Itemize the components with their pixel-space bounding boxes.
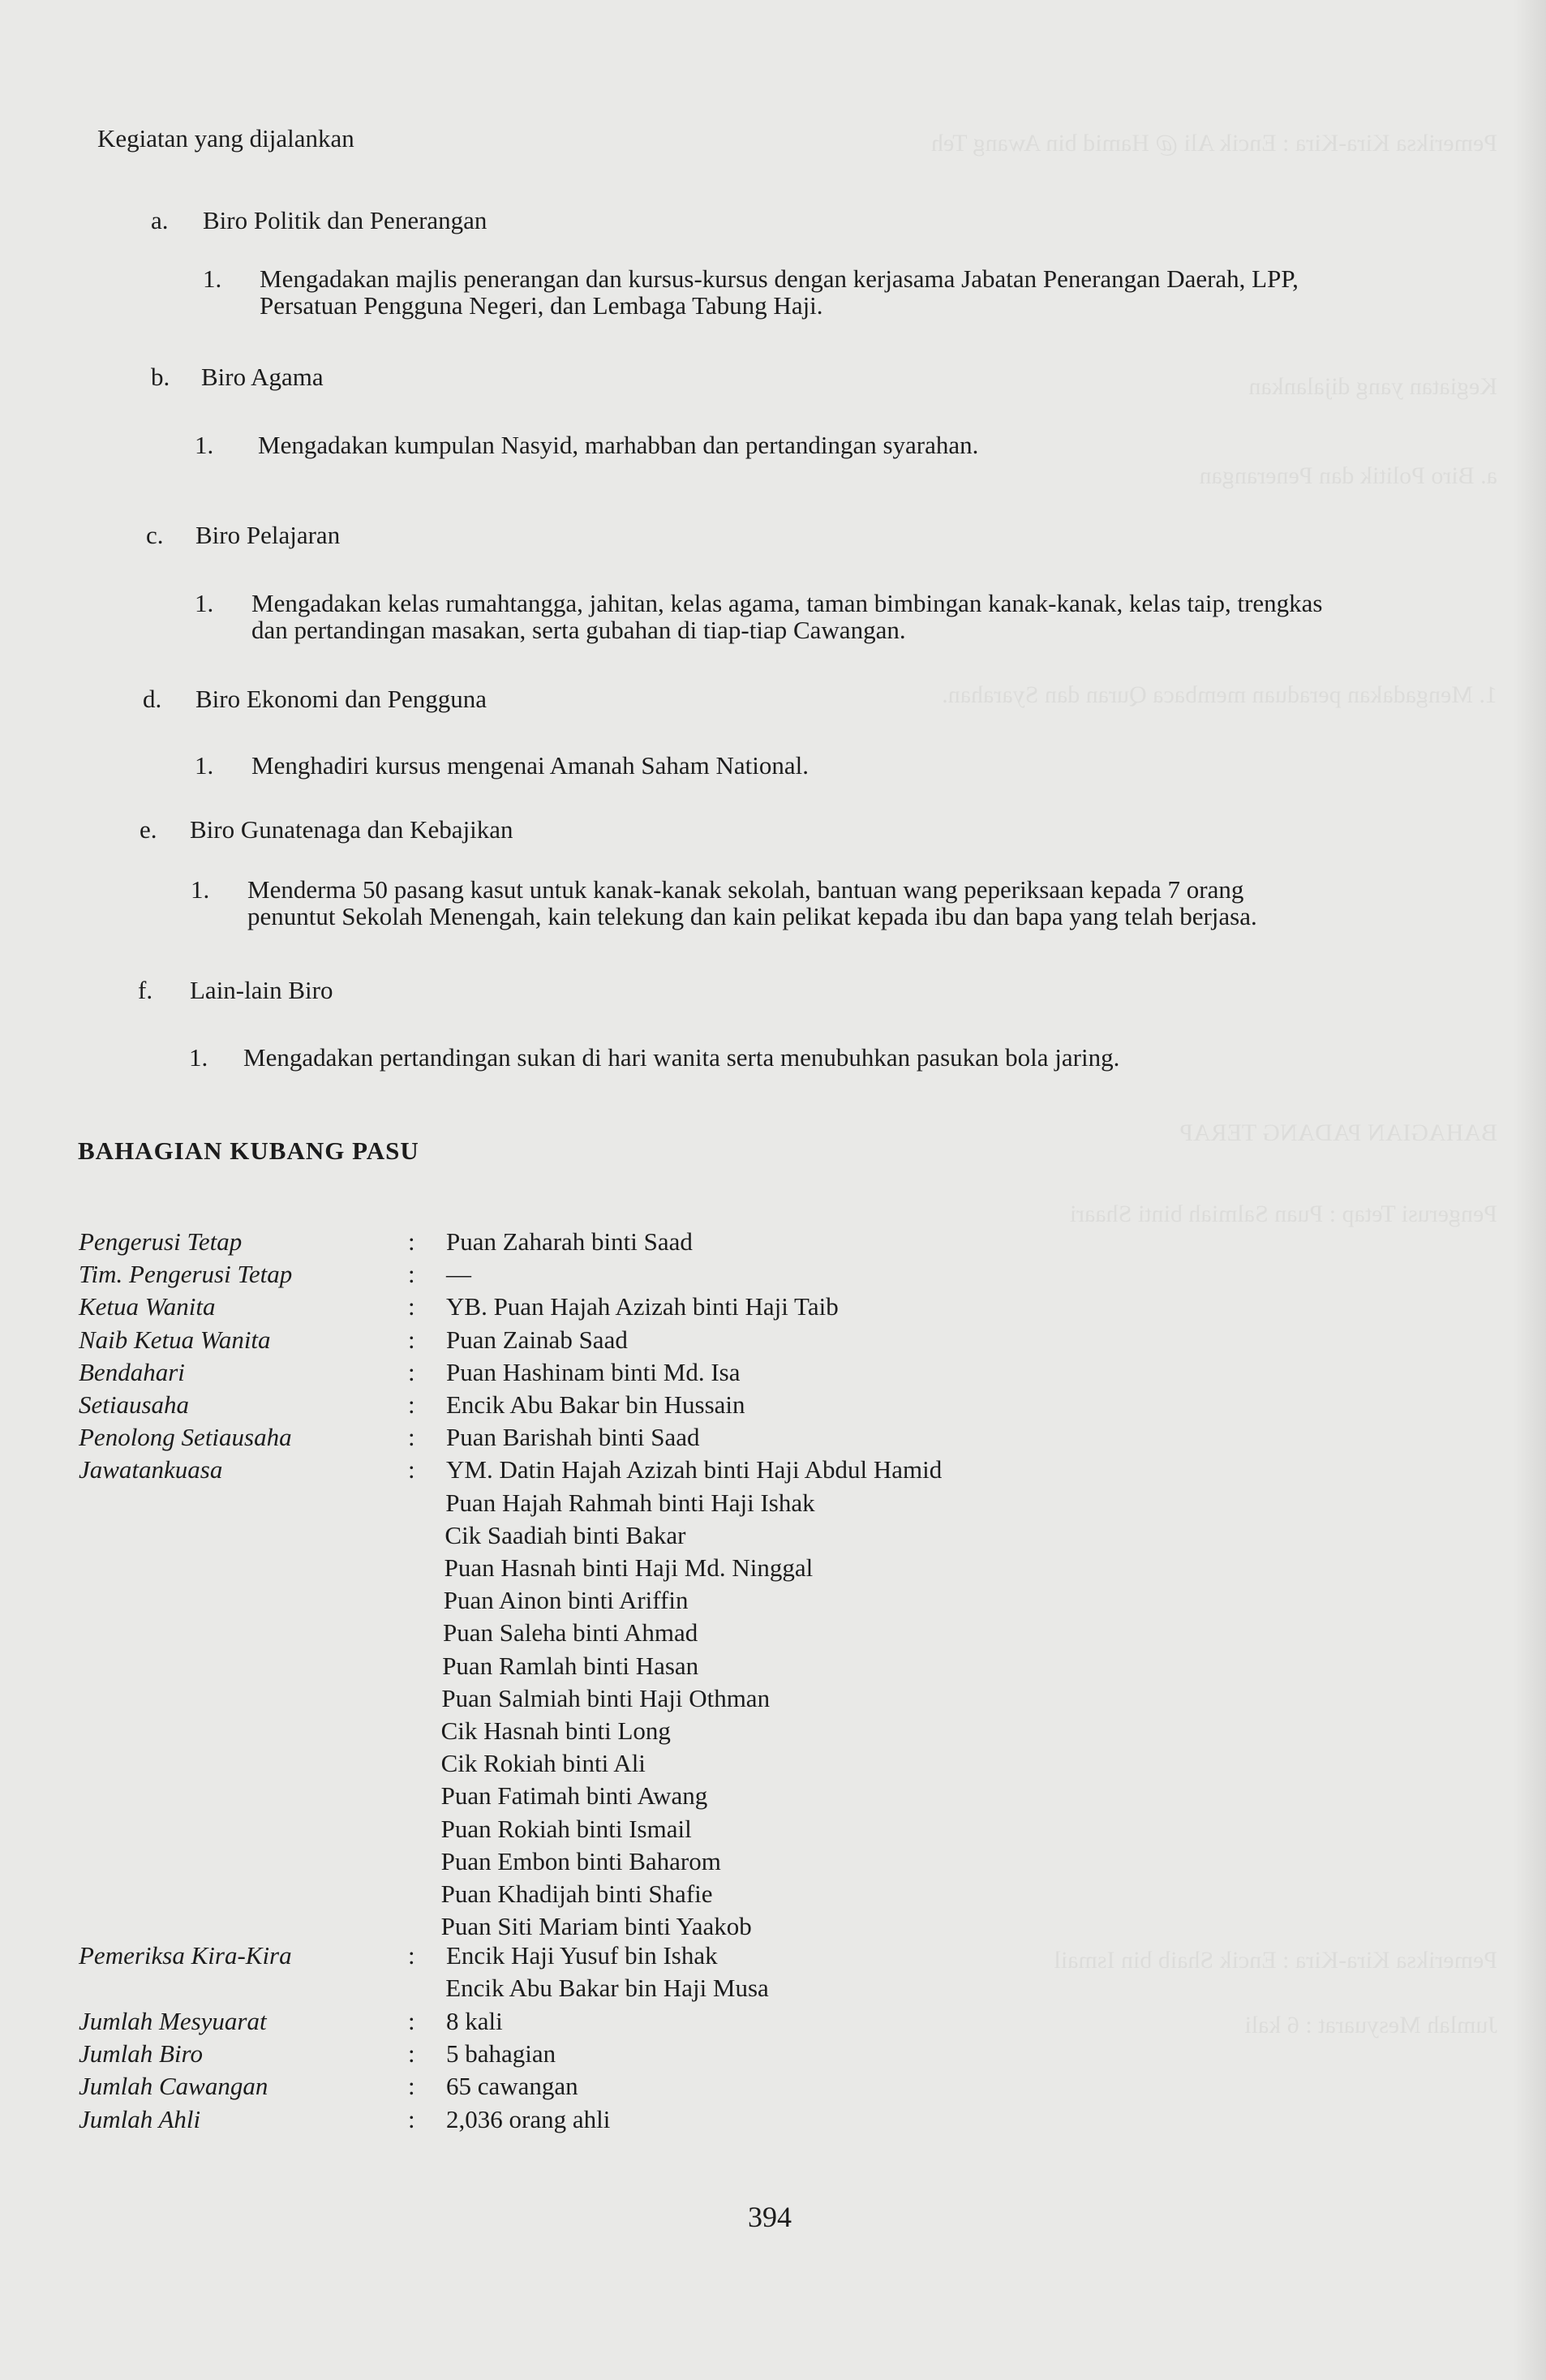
show-through-text: Pemeriksa Kira-Kira : Encik Ali @ Hamid bin Awang Teh Kegiatan yang dijalankan a. Biro Politik dan Penerangan 1. Mengadakan peraduan membaca Quran dan Syarahan. BAHAGIAN PADANG TERAP Pengerusi Tetap : Puan Salmiah binti Shaari Pemeriksa Kira-Kira : Encik Shaib bin Ismail Jumlah Mesyuarat : 6 kali (931, 130, 1497, 2038)
item-text-line: Menderma 50 pasang kasut untuk kanak-kanak sekolah, bantuan wang peperiksaan kepada 7 orang (247, 875, 1244, 904)
committee-value: Puan Zaharah binti Saad (446, 1227, 693, 1256)
item-text-line: Mengadakan kumpulan Nasyid, marhabban dan pertandingan syarahan. (258, 431, 979, 459)
committee-label: Naib Ketua Wanita (79, 1325, 271, 1354)
colon-separator: : (408, 1325, 415, 1354)
item-number: 1. (189, 1043, 208, 1072)
committee-value: 2,036 orang ahli (446, 2104, 611, 2133)
section-title-b: Biro Agama (201, 363, 324, 391)
committee-value: Puan Barishah binti Saad (446, 1423, 700, 1452)
committee-value: Puan Saleha binti Ahmad (443, 1618, 698, 1648)
committee-label: Jumlah Cawangan (79, 2072, 268, 2101)
committee-label: Tim. Pengerusi Tetap (79, 1260, 293, 1289)
section-letter: e. (140, 815, 157, 844)
colon-separator: : (408, 2104, 415, 2133)
section-title: BAHAGIAN KUBANG PASU (78, 1136, 419, 1165)
committee-value: Puan Ramlah binti Hasan (442, 1651, 699, 1680)
colon-separator: : (408, 1941, 415, 1970)
committee-label: Bendahari (79, 1357, 185, 1386)
committee-value: Puan Hasnah binti Haji Md. Ninggal (444, 1553, 814, 1582)
committee-value: Puan Embon binti Baharom (440, 1846, 721, 1875)
committee-value: Encik Abu Bakar bin Hussain (446, 1390, 745, 1419)
committee-label: Pemeriksa Kira-Kira (79, 1941, 292, 1970)
item-text-line: Mengadakan pertandingan sukan di hari wanita serta menubuhkan pasukan bola jaring. (243, 1043, 1120, 1072)
section-title-c: Biro Pelajaran (195, 521, 341, 549)
committee-value: 65 cawangan (446, 2072, 578, 2101)
committee-value: Puan Hashinam binti Md. Isa (446, 1357, 741, 1386)
section-letter: b. (151, 363, 170, 391)
committee-value: YB. Puan Hajah Azizah binti Haji Taib (446, 1292, 839, 1321)
committee-value: — (446, 1260, 471, 1289)
colon-separator: : (408, 1357, 415, 1386)
colon-separator: : (408, 1292, 415, 1321)
item-text-line: Mengadakan kelas rumahtangga, jahitan, kelas agama, taman bimbingan kanak-kanak, kelas taip, trengkas (251, 589, 1323, 617)
committee-value: Encik Haji Yusuf bin Ishak (446, 1941, 718, 1970)
committee-label: Pengerusi Tetap (79, 1227, 243, 1256)
page-edge-shadow (1514, 0, 1546, 2380)
item-number: 1. (195, 751, 214, 780)
item-number: 1. (203, 264, 222, 293)
section-letter: c. (146, 521, 164, 549)
section-title-d: Biro Ekonomi dan Pengguna (195, 685, 487, 713)
committee-value: Puan Rokiah binti Ismail (440, 1814, 692, 1843)
committee-value: Puan Khadijah binti Shafie (440, 1880, 713, 1908)
committee-label: Jumlah Ahli (79, 2104, 201, 2133)
section-title-e: Biro Gunatenaga dan Kebajikan (190, 815, 513, 844)
item-number: 1. (191, 875, 210, 904)
section-letter: d. (143, 685, 162, 713)
colon-separator: : (408, 1227, 415, 1256)
committee-value: Encik Abu Bakar bin Haji Musa (445, 1974, 769, 2003)
colon-separator: : (408, 1390, 415, 1419)
committee-value: Puan Siti Mariam binti Yaakob (440, 1912, 752, 1941)
item-text-line: Persatuan Pengguna Negeri, dan Lembaga Tabung Haji. (260, 291, 823, 320)
colon-separator: : (408, 1455, 415, 1484)
section-title-a: Biro Politik dan Penerangan (203, 206, 487, 234)
colon-separator: : (408, 1260, 415, 1289)
committee-label: Jumlah Biro (79, 2039, 203, 2069)
committee-value: Puan Fatimah binti Awang (440, 1781, 708, 1811)
item-text-line: Menghadiri kursus mengenai Amanah Saham National. (251, 751, 810, 780)
section-title-f: Lain-lain Biro (190, 976, 333, 1004)
section-letter: f. (138, 976, 153, 1004)
committee-value: 8 kali (446, 2007, 503, 2035)
committee-value: Cik Hasnah binti Long (440, 1716, 671, 1745)
committee-value: YM. Datin Hajah Azizah binti Haji Abdul Hamid (446, 1455, 943, 1484)
committee-label: Setiausaha (79, 1390, 190, 1419)
committee-value: Puan Salmiah binti Haji Othman (441, 1683, 771, 1712)
colon-separator: : (408, 2007, 415, 2035)
committee-value: Puan Hajah Rahmah binti Haji Ishak (445, 1488, 815, 1517)
committee-value: Puan Ainon binti Ariffin (443, 1586, 689, 1615)
committee-label: Penolong Setiausaha (79, 1423, 292, 1452)
committee-label: Jumlah Mesyuarat (79, 2007, 267, 2035)
item-text-line: penuntut Sekolah Menengah, kain telekung dan kain pelikat kepada ibu dan bapa yang telah berjasa. (247, 902, 1257, 930)
item-text-line: Mengadakan majlis penerangan dan kursus-kursus dengan kerjasama Jabatan Penerangan Daerah, LPP, (260, 264, 1299, 293)
item-number: 1. (195, 589, 214, 617)
colon-separator: : (408, 2039, 415, 2069)
item-text-line: dan pertandingan masakan, serta gubahan di tiap-tiap Cawangan. (251, 616, 906, 644)
committee-value: Puan Zainab Saad (446, 1325, 628, 1354)
committee-label: Ketua Wanita (79, 1292, 216, 1321)
committee-value: 5 bahagian (446, 2039, 556, 2069)
colon-separator: : (408, 1423, 415, 1452)
activities-heading: Kegiatan yang dijalankan (97, 124, 354, 153)
section-letter: a. (151, 206, 169, 234)
page-number: 394 (748, 2201, 792, 2233)
committee-label: Jawatankuasa (79, 1455, 223, 1484)
committee-value: Cik Saadiah binti Bakar (444, 1520, 686, 1549)
committee-value: Cik Rokiah binti Ali (440, 1749, 646, 1778)
item-number: 1. (195, 431, 214, 459)
colon-separator: : (408, 2072, 415, 2101)
